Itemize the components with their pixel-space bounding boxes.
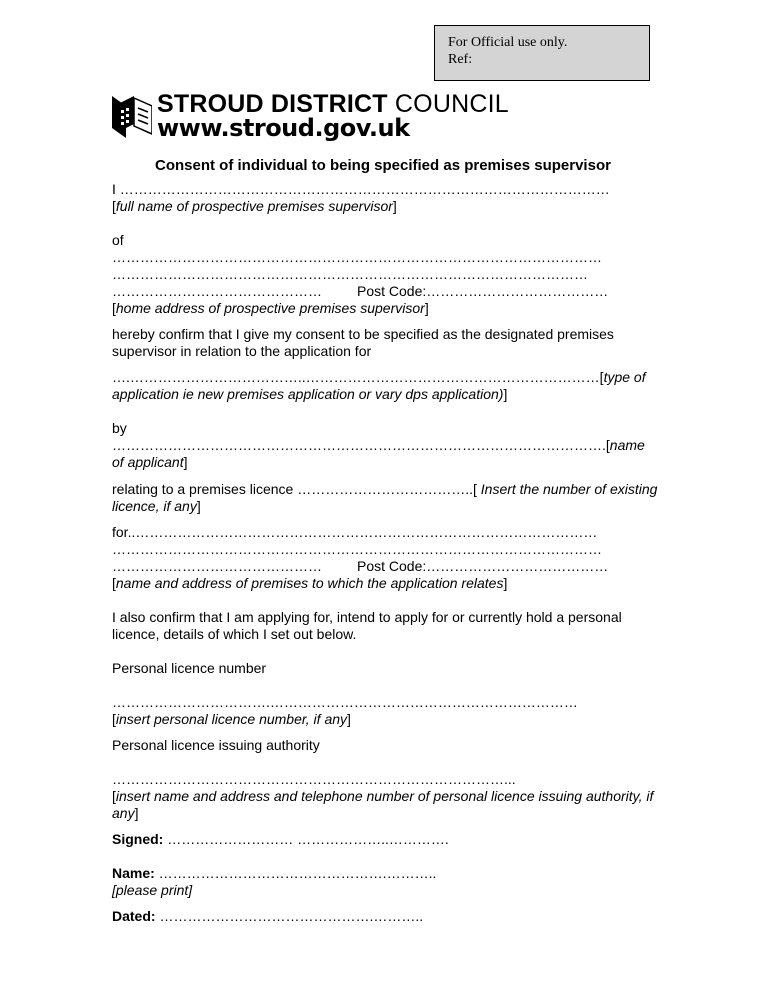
address-hint: [home address of prospective premises supervisor] (112, 300, 429, 316)
document-title: Consent of individual to being specified as premises supervisor (155, 157, 611, 174)
premises-hint: [name and address of premises to which the application relates] (112, 575, 508, 591)
premises-line-1: for..……………………………………………………………………………………… (112, 524, 598, 540)
of-label: of (112, 232, 124, 248)
address-line-2: ………………………………………………………………………………………… (112, 266, 588, 282)
licence-line: relating to a premises licence ………………………………..[ Insert the number of existing (112, 481, 658, 497)
personal-licence-number-label: Personal licence number (112, 660, 267, 676)
premises-line-2: …………………………………………………………………………………………… (112, 541, 602, 557)
address-postcode-line: ……………………………………… Post Code:………………………………… (112, 283, 609, 299)
official-use-label: For Official use only. (448, 35, 568, 50)
name-print-line: Name: ………………………………………….……….. (112, 865, 437, 881)
official-use-box (434, 25, 650, 81)
licence-hint: licence, if any] (112, 498, 201, 514)
consent-text-2: supervisor in relation to the application for (112, 343, 372, 359)
name-hint: [full name of prospective premises supervisor] (112, 198, 397, 214)
by-label: by (112, 420, 127, 436)
council-emblem-icon (112, 94, 152, 138)
signed-line: Signed: ……………………… ………………..…………. (112, 831, 449, 847)
application-type-hint: application ie new premises application or vary dps application)] (112, 386, 508, 402)
applicant-hint: of applicant] (112, 454, 188, 470)
name-line: I …………………………………………………………………………………………… (112, 181, 610, 197)
application-type-line: ….………………………………..………………………………………………………[type of (112, 369, 646, 385)
issuing-authority-hint-1: [insert name and address and telephone number of personal licence issuing authority, if (112, 788, 654, 804)
issuing-authority-hint-2: any] (112, 805, 139, 821)
dated-line: Dated: ……………………………………….……….. (112, 908, 424, 924)
issuing-authority-label: Personal licence issuing authority (112, 737, 320, 753)
personal-licence-number-hint: [insert personal licence number, if any] (112, 711, 351, 727)
council-url: www.stroud.gov.uk (157, 114, 410, 142)
address-line-1: …………………………………………………………………………………………… (112, 249, 602, 265)
personal-licence-number-line: …………………………….………………………………………………………… (112, 694, 578, 710)
council-name: STROUD DISTRICT COUNCIL (157, 90, 509, 118)
issuing-authority-line: …………………………………………………………………………... (112, 771, 516, 787)
applicant-line: …………………………………………………………………………………………….[name (112, 437, 645, 453)
ref-label: Ref: (448, 52, 473, 67)
premises-postcode-line: ……………………………………… Post Code:………………………………… (112, 558, 609, 574)
personal-licence-text-1: I also confirm that I am applying for, intend to apply for or currently hold a personal (112, 609, 622, 625)
consent-text-1: hereby confirm that I give my consent to be specified as the designated premises (112, 326, 614, 342)
please-print-hint: [please print] (112, 882, 193, 898)
personal-licence-text-2: licence, details of which I set out below. (112, 626, 357, 642)
council-logo (112, 90, 509, 142)
